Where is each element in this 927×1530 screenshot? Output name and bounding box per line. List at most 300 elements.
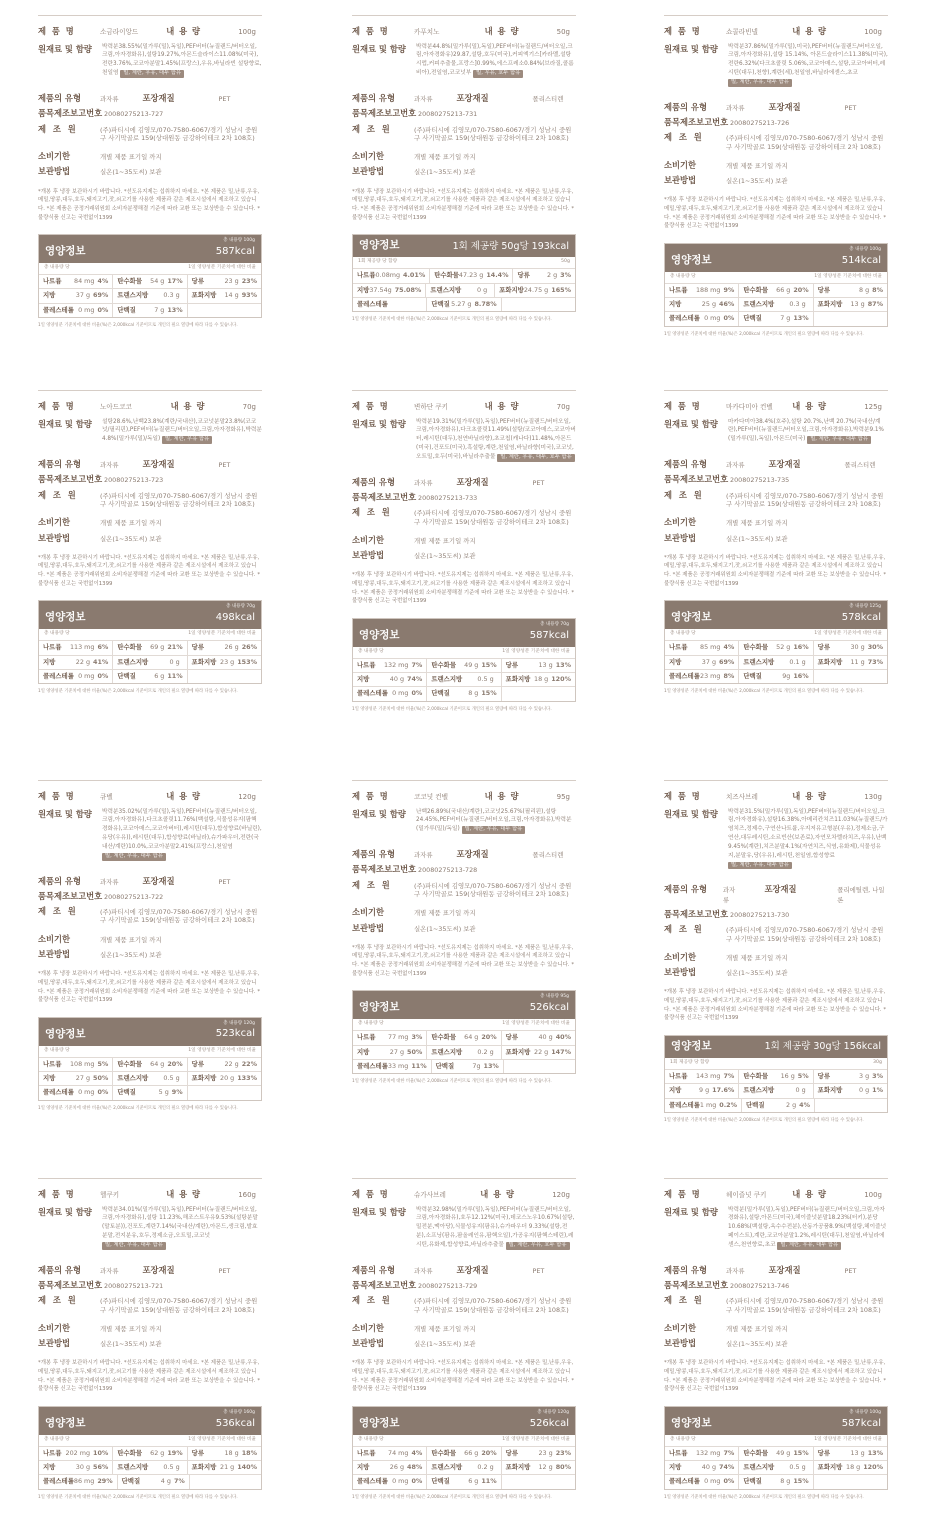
ingredients-text [102,1206,262,1250]
ingredients-text [728,808,888,870]
storage-label: 보관방법 [664,175,697,186]
nutrient-cell [665,670,739,683]
product-name-value: 마카다미아 컨벨 [726,403,773,411]
nutrient-amount: 0 mg [78,671,95,680]
nutrient-name: 나트륨 [43,1448,62,1457]
expiry-value: 개별 제품 표기일 까지 [414,536,476,545]
nutrient-amount: 23 g [538,1448,553,1457]
capacity-value: 95g [556,793,570,801]
nutrition-header [353,619,575,647]
product-label-card [352,780,576,1085]
nutrient-percent: 0.2% [719,1100,737,1109]
nutrient-name: 나트륨 [669,643,688,652]
nutrition-title: 영양정보 [45,1027,86,1040]
nutrient-cell [188,1072,261,1085]
nutrition-row [665,1084,887,1098]
nutrition-subheader [39,1046,261,1058]
caution-note: *개봉 후 냉장 보관하시기 바랍니다. *선도유지제는 섭취하지 마세요. *본 제품은 밀,난류,우유,메밀,땅콩,대두,호두,돼지고기,잣,쇠고기를 사용한 제품과 같은 제조시설에서 제조하고 있습니다. *본 제품은 공정거래위원회 소비자분쟁해결 기준에 따라 교환 또는 보상받을 수 있습니다. *불량식품 신고는 국번없이1399 [38,1360,261,1393]
type-label: 제품의 유형 [664,1264,707,1275]
nutrition-subheader [353,1435,575,1447]
product-label-card [352,15,576,323]
expiry-row [664,516,888,528]
ingredients-row [38,43,262,78]
nutrition-subheader [353,1019,575,1031]
calories-value: 587kcal [841,1417,881,1429]
packaging-label: 포장재질 [142,875,175,886]
nutrient-amount: 4 g [160,1477,171,1486]
calories-value: 1회 제공량 30g당 156kcal [764,1041,881,1053]
storage-row [664,1337,888,1349]
maker-value: (주)파티시에 김영모/070-7580-6067/경기 성남시 중원 [100,908,258,917]
nutrition-calories-group [530,994,569,1015]
nutrient-amount: 0 mg [78,1088,95,1097]
maker-value: (주)파티시에 김영모/070-7580-6067/경기 성남시 중원 [726,134,884,143]
capacity-group [792,25,888,37]
packaging-value: PET [844,103,857,112]
ingredients-row [352,43,576,78]
nutrient-percent: 3% [872,1072,883,1081]
total-capacity-small: 총 내용량 70g [540,622,569,628]
nutrient-name: 지방 [669,1086,682,1095]
nutrient-name: 나트륨 [43,1059,62,1068]
storage-label: 보관방법 [664,532,697,543]
nutrition-title: 영양정보 [359,628,400,641]
nutrient-amount: 6 g [468,1477,479,1486]
nutrient-name: 당류 [191,1448,205,1457]
nutrient-percent: 46% [719,300,735,309]
nutrient-name: 트랜스지방 [743,300,775,309]
nutrient-cell [353,1031,427,1044]
nutrient-name: 지방 [669,300,682,309]
capacity-group [166,790,262,802]
product-name-value: 슈가사브레 [414,1191,446,1199]
nutrition-row [353,284,575,298]
nutrition-row [353,687,575,700]
nutrition-row [353,1046,575,1060]
nutrition-row [39,1072,261,1086]
nutrition-title: 영양정보 [45,245,86,258]
total-capacity-small: 총 내용량 95g [540,994,569,1000]
nutrient-name: 포화지방 [817,300,843,309]
expiry-value: 개별 제품 표기일 까지 [414,153,476,162]
nutrient-percent: 50% [407,1047,423,1056]
capacity-value: 120g [238,793,256,801]
type-label: 제품의 유형 [664,101,707,112]
nutrient-cell [427,1031,501,1044]
nutrient-amount: 5.27 g [451,299,472,308]
nutrient-amount: 0.1 g [789,657,806,666]
nutrition-footnote: 1일 영양성분 기준치에 대한 비율(%)은 2,000kcal 기준이므로 개인의 필요 열량에 따라 다를 수 있습니다. [664,331,864,337]
nutrition-header [353,991,575,1019]
report-row [664,473,888,485]
packaging-value: 폴리스티렌 [532,94,564,103]
nutrition-footnote: 1일 영양성분 기준치에 대한 비율(%)은 2,000kcal 기준이므로 개인의 필요 열량에 따라 다를 수 있습니다. [352,1079,552,1085]
storage-value: 실온(1~35도씨) 보관 [414,168,476,177]
nutrient-cell [113,1447,187,1460]
nutrient-percent: 69% [93,291,109,300]
nutrient-name: 탄수화물 [743,1072,769,1081]
nutrition-row [665,670,887,683]
nutrition-header [353,1407,575,1435]
nutrient-amount: 7 g [154,305,165,314]
nutrient-amount: 0 mg [392,689,409,698]
report-label: 품목제조보고번호 [352,1280,417,1291]
nutrition-title: 영양정보 [671,611,712,624]
ingredients-row [664,1206,888,1250]
nutrient-percent: 30% [867,643,883,652]
nutrient-amount: 0.08mg [375,271,401,280]
nutrient-name: 탄수화물 [434,271,459,280]
maker-row [352,123,576,135]
product-name-value: 쇼콜라빈넬 [726,28,758,36]
nutrition-subheader [665,1435,887,1447]
nutrition-box [664,600,888,684]
nutrition-ratio-label: 30g [873,1060,882,1066]
capacity-group [485,400,576,412]
storage-row [664,966,888,978]
nutrient-name: 탄수화물 [743,285,769,294]
storage-value: 실온(1~35도씨) 보관 [726,534,788,543]
calories-value: 498kcal [215,611,255,623]
nutrient-name: 당류 [817,1448,831,1457]
nutrient-cell [502,659,575,672]
nutrition-row [353,298,575,311]
nutrient-name: 당류 [817,643,831,652]
ingredients-label: 원재료 및 함량 [38,1206,92,1217]
nutrition-header [39,1407,261,1435]
nutrient-cell [665,1070,739,1083]
caution-note: *개봉 후 냉장 보관하시기 바랍니다. *선도유지제는 섭취하지 마세요. *본 제품은 밀,난류,우유,메밀,땅콩,대두,호두,돼지고기,잣,쇠고기를 사용한 제품과 같은 제조시설에서 제조하고 있습니다. *본 제품은 공정거래위원회 소비자분쟁해결 기준에 따라 교환 또는 보상받을 수 있습니다. *불량식품 신고는 국번없이1399 [38,188,261,221]
nutrient-percent: 16% [793,671,809,680]
nutrient-cell [188,1058,261,1071]
product-label-card [664,780,888,1124]
allergen-badge: 밀, 계란, 우유, 대두 함유 [462,826,526,834]
nutrient-name: 당류 [191,277,205,286]
product-name-label: 제 품 명 [38,26,76,36]
nutrient-name: 콜레스테롤 [357,299,388,308]
storage-value: 실온(1~35도씨) 보관 [726,969,788,978]
expiry-label: 소비기한 [38,151,71,162]
ingredients-row [38,808,262,861]
ingredients-value: 마카다미아38.4%(호주),설탕 20.7%,난백 20.7%(국내산/계란),PEF버터(뉴질랜드/버터오일,크림,아자경화유),박력분9.1%(밀가루(밀),독일),아몬드(미국) [728,418,884,443]
nutrient-percent: 16% [793,643,809,652]
nutrition-basis-label: 총 내용량 당 [44,1047,70,1053]
nutrient-amount: 30 g [75,1463,91,1472]
capacity-group [480,1188,576,1200]
maker-row [664,1294,888,1306]
nutrient-amount: 188 mg [695,285,721,294]
nutrient-cell [502,1031,575,1044]
nutrient-percent: 11% [481,1477,497,1486]
type-row [352,476,576,488]
capacity-label: 내 용 량 [484,791,520,801]
type-value: 과자류 [414,851,433,860]
nutrition-title: 영양정보 [359,1001,400,1014]
nutrient-name: 탄수화물 [431,1033,457,1042]
nutrient-amount: 64 g [150,1059,165,1068]
nutrition-title: 영양정보 [45,611,86,624]
expiry-value: 개별 제품 표기일 까지 [100,519,162,528]
nutrition-box [38,1406,262,1490]
maker-row [664,923,888,935]
type-row [352,848,576,860]
report-label: 품목제조보고번호 [38,108,103,119]
nutrition-title: 영양정보 [359,239,400,252]
ingredients-text [728,1206,888,1250]
nutrient-name: 콜레스테롤 [43,671,74,680]
nutrient-cell [427,1475,501,1488]
allergen-badge: 밀, 계란, 우유, 대두 함유 [120,70,184,78]
nutrition-ratio-label: 1일 영양성분 기준치에 대한 비율 [188,631,256,637]
nutrition-calories-group [842,1410,881,1431]
capacity-label: 내 용 량 [166,1189,202,1199]
nutrient-amount: 49 g [776,1448,791,1457]
nutrient-cell [739,656,813,669]
product-name-label: 제 품 명 [664,26,702,36]
divider-line [664,390,888,391]
product-name-row [352,1188,576,1201]
nutrition-calories-group [216,604,255,625]
nutrient-percent: 0% [411,689,423,698]
packaging-label: 포장재질 [768,101,801,112]
capacity-label: 내 용 량 [792,1189,828,1199]
nutrient-name: 단백질 [746,1100,765,1109]
nutrition-subheader [353,257,575,269]
nutrient-cell [113,670,187,683]
nutrient-name: 단백질 [117,671,136,680]
nutrient-percent: 165% [551,285,571,294]
nutrition-footnote: 1일 영양성분 기준치에 대한 비율(%)은 2,000kcal 기준이므로 개인의 필요 열량에 따라 다를 수 있습니다. [38,322,238,328]
expiry-label: 소비기한 [664,1322,697,1333]
nutrient-cell [353,1461,427,1474]
nutrition-header [665,601,887,629]
capacity-group [171,400,262,412]
nutrient-amount: 13 g [538,660,553,669]
nutrient-name: 트랜스지방 [117,657,149,666]
allergen-badge: 밀, 계란, 우유, 대두 함유 [728,862,792,870]
info-section [38,458,262,544]
type-label: 제품의 유형 [38,92,81,103]
calories-value: 587kcal [529,629,569,641]
packaging-value: 폴리에틸렌, 나일론 [837,886,885,904]
storage-label: 보관방법 [352,1338,385,1349]
nutrient-cell [665,312,739,325]
nutrient-percent: 22% [241,1059,257,1068]
nutrient-cell [113,289,187,302]
capacity-group [792,790,888,802]
maker-row [352,1294,576,1306]
nutrient-amount: 7 g [780,314,791,323]
nutrition-footnote: 1일 영양성분 기준치에 대한 비율(%)은 2,000kcal 기준이므로 개인의 필요 열량에 따라 다를 수 있습니다. [38,1494,238,1500]
nutrient-cell [432,1060,504,1073]
nutrient-amount: 40 g [538,1033,553,1042]
nutrient-percent: 9% [171,1088,183,1097]
product-name-row [664,1188,888,1201]
nutrient-amount: 25 g [701,300,717,309]
nutrition-header [39,235,261,263]
nutrition-row [353,1447,575,1461]
capacity-value: 70g [242,403,256,411]
nutrition-row [665,656,887,670]
nutrient-percent: 80% [555,1463,571,1472]
nutrient-name: 당류 [505,1033,519,1042]
nutrient-percent: 74% [407,675,423,684]
nutrition-title: 영양정보 [359,1416,400,1429]
nutrient-name: 나트륨 [669,1072,688,1081]
allergen-badge: 밀, 계란, 우유, 대두, 호두 함유 [497,454,574,462]
maker-address: 구 사기막골로 159(상대원동 금강하이테크 2차 108호) [414,517,569,526]
nutrient-name: 지방 [357,675,370,684]
info-section [664,458,888,544]
maker-label: 제 조 원 [664,489,704,500]
nutrient-name: 나트륨 [669,1448,688,1457]
capacity-group [792,400,888,412]
nutrition-row [39,1461,261,1475]
nutrient-name: 트랜스지방 [430,285,462,294]
nutrient-name: 탄수화물 [117,277,143,286]
nutrient-percent: 10% [93,1448,109,1457]
nutrition-calories-group [453,240,569,254]
nutrition-row [353,269,575,283]
type-value: 과자류 [100,94,119,103]
product-name-label: 제 품 명 [38,401,76,411]
nutrient-amount: 0.2 g [477,1047,494,1056]
ingredients-label: 원재료 및 함량 [38,43,92,54]
product-name-label: 제 품 명 [664,791,702,801]
nutrient-name: 탄수화물 [117,1059,143,1068]
info-section [38,875,262,961]
nutrient-amount: 0 mg [78,305,95,314]
nutrient-percent: 4% [799,1100,810,1109]
nutrient-amount: 18 g [224,1448,239,1457]
nutrition-header [353,235,575,257]
storage-value: 실온(1~35도씨) 보관 [100,534,162,543]
expiry-value: 개별 제품 표기일 까지 [726,161,788,170]
product-name-value: 헤이즐넛 쿠키 [726,1191,767,1199]
nutrient-amount: 16 g [780,1072,795,1081]
nutrition-footnote: 1일 영양성분 기준치에 대한 비율(%)은 2,000kcal 기준이므로 개인의 필요 열량에 따라 다를 수 있습니다. [352,706,552,712]
info-section [38,92,262,178]
nutrient-name: 탄수화물 [117,1448,143,1457]
ingredients-row [664,43,888,87]
nutrient-amount: 0 mg [704,1477,721,1486]
nutrient-amount: 0.5 g [163,1463,180,1472]
nutrient-name: 포화지방 [191,1073,217,1082]
nutrient-name: 트랜스지방 [431,1463,463,1472]
nutrient-name: 트랜스지방 [117,1463,149,1472]
ingredients-label: 원재료 및 함량 [664,808,718,819]
total-capacity-small: 총 내용량 120g [223,1020,255,1026]
nutrition-row [665,641,887,655]
maker-row [38,1294,262,1306]
nutrient-amount: 33 mg [387,1061,409,1070]
capacity-label: 내 용 량 [792,791,828,801]
storage-label: 보관방법 [38,532,71,543]
nutrient-name: 지방 [357,1463,370,1472]
nutrition-subheader [665,1058,887,1070]
nutrient-name: 탄수화물 [431,660,457,669]
caution-note: *개봉 후 냉장 보관하시기 바랍니다. *선도유지제는 섭취하지 마세요. *본 제품은 밀,난류,우유,메밀,땅콩,대두,호두,돼지고기,잣,쇠고기를 사용한 제품과 같은 제조시설에서 제조하고 있습니다. *본 제품은 공정거래위원회 소비자분쟁해결 기준에 따라 교환 또는 보상받을 수 있습니다. *불량식품 신고는 국번없이1399 [664,1360,887,1393]
report-label: 품목제조보고번호 [352,108,417,119]
nutrient-cell [353,269,430,282]
nutrition-subheader [665,272,887,284]
type-row [38,458,262,470]
storage-row [38,948,262,960]
nutrient-amount: 47.23 g [458,271,484,280]
calories-value: 1회 제공량 50g당 193kcal [452,240,569,252]
report-row [38,107,262,119]
nutrient-cell [39,641,113,654]
nutrient-amount: 49 g [464,660,479,669]
nutrition-box [352,1406,576,1490]
nutrition-row [39,641,261,655]
nutrient-amount: 24.75 g [523,285,549,294]
ingredients-label: 원재료 및 함량 [664,1206,718,1217]
ingredients-row [664,418,888,445]
ingredients-value: 박력분35.02%(밀가루(밀),독일),PEF버터(뉴질랜드/버터오일,크림,아자경화유),다크초콜릿11.76%(백설탕,식물성유지(팜핵경화유),코코아매스,코코아버터),레시틴(대두),합성향료(바닐린),유당(우유)),레시틴(대두),합성향료(바닐라),슈가파우더,전란(국내산/계란)10.0%,코코아분말2.41%(프랑스),천일염 [102,808,262,850]
nutrient-cell [502,1447,575,1460]
type-row [664,101,888,113]
nutrient-amount: 22 g [224,1059,239,1068]
nutrient-name: 탄수화물 [117,643,143,652]
info-section [352,848,576,934]
nutrient-percent: 19% [167,1448,183,1457]
nutrition-ratio-label: 1일 영양성분 기준치에 대한 비율 [188,1047,256,1053]
type-row [352,1264,576,1276]
nutrient-name: 콜레스테롤 [669,671,700,680]
nutrient-name: 트랜스지방 [743,1463,775,1472]
nutrient-cell [39,1086,113,1099]
nutrient-cell [39,1475,118,1488]
ingredients-label: 원재료 및 함량 [352,43,406,54]
packaging-label: 포장재질 [142,459,175,470]
nutrient-amount: 1 mg [699,1100,717,1109]
nutrient-cell [39,1072,113,1085]
nutrient-percent: 140% [237,1463,257,1472]
report-label: 품목제조보고번호 [38,1280,103,1291]
capacity-value: 160g [238,1191,256,1199]
nutrient-percent: 11% [167,671,183,680]
storage-value: 실온(1~35도씨) 보관 [100,1340,162,1349]
calories-value: 526kcal [529,1417,569,1429]
product-label-card [38,1178,262,1501]
nutrient-amount: 30 g [850,643,865,652]
nutrient-amount: 22 g [75,657,91,666]
capacity-group [485,25,576,37]
nutrition-row [665,298,887,312]
ingredients-label: 원재료 및 함량 [664,418,718,429]
ingredients-value: 난백26.89%(국내산/계란),코코넛25.67%(필리핀),설탕24.45%,PEF버터(뉴질랜드/버터오일,크림,아자경화유),박력분(밀가루(밀)/독일) [416,808,572,833]
type-value: 과자류 [414,478,433,487]
type-value: 과자류 [726,1266,745,1275]
total-capacity-small: 총 내용량 160g [223,1410,255,1416]
nutrient-name: 포화지방 [191,291,217,300]
divider-line [664,780,888,781]
nutrient-amount: 52 g [776,643,791,652]
nutrient-cell [665,1447,739,1460]
nutrient-name: 단백질 [743,1477,762,1486]
product-name-value: 변하단 쿠키 [414,403,448,411]
storage-label: 보관방법 [38,1338,71,1349]
maker-value: (주)파티시에 김영모/070-7580-6067/경기 성남시 중원 [414,1297,572,1306]
nutrient-cell [665,1475,739,1488]
storage-label: 보관방법 [352,166,385,177]
nutrient-cell [39,1447,113,1460]
nutrient-percent: 50% [93,1073,109,1082]
caution-note: *개봉 후 냉장 보관하시기 바랍니다. *선도유지제는 섭취하지 마세요. *본 제품은 밀,난류,우유,메밀,땅콩,대두,호두,돼지고기,잣,쇠고기를 사용한 제품과 같은 제조시설에서 제조하고 있습니다. *본 제품은 공정거래위원회 소비자분쟁해결 기준에 따라 교환 또는 보상받을 수 있습니다. *불량식품 신고는 국번없이1399 [352,944,575,977]
nutrient-cell [113,304,187,317]
capacity-group [166,25,262,37]
